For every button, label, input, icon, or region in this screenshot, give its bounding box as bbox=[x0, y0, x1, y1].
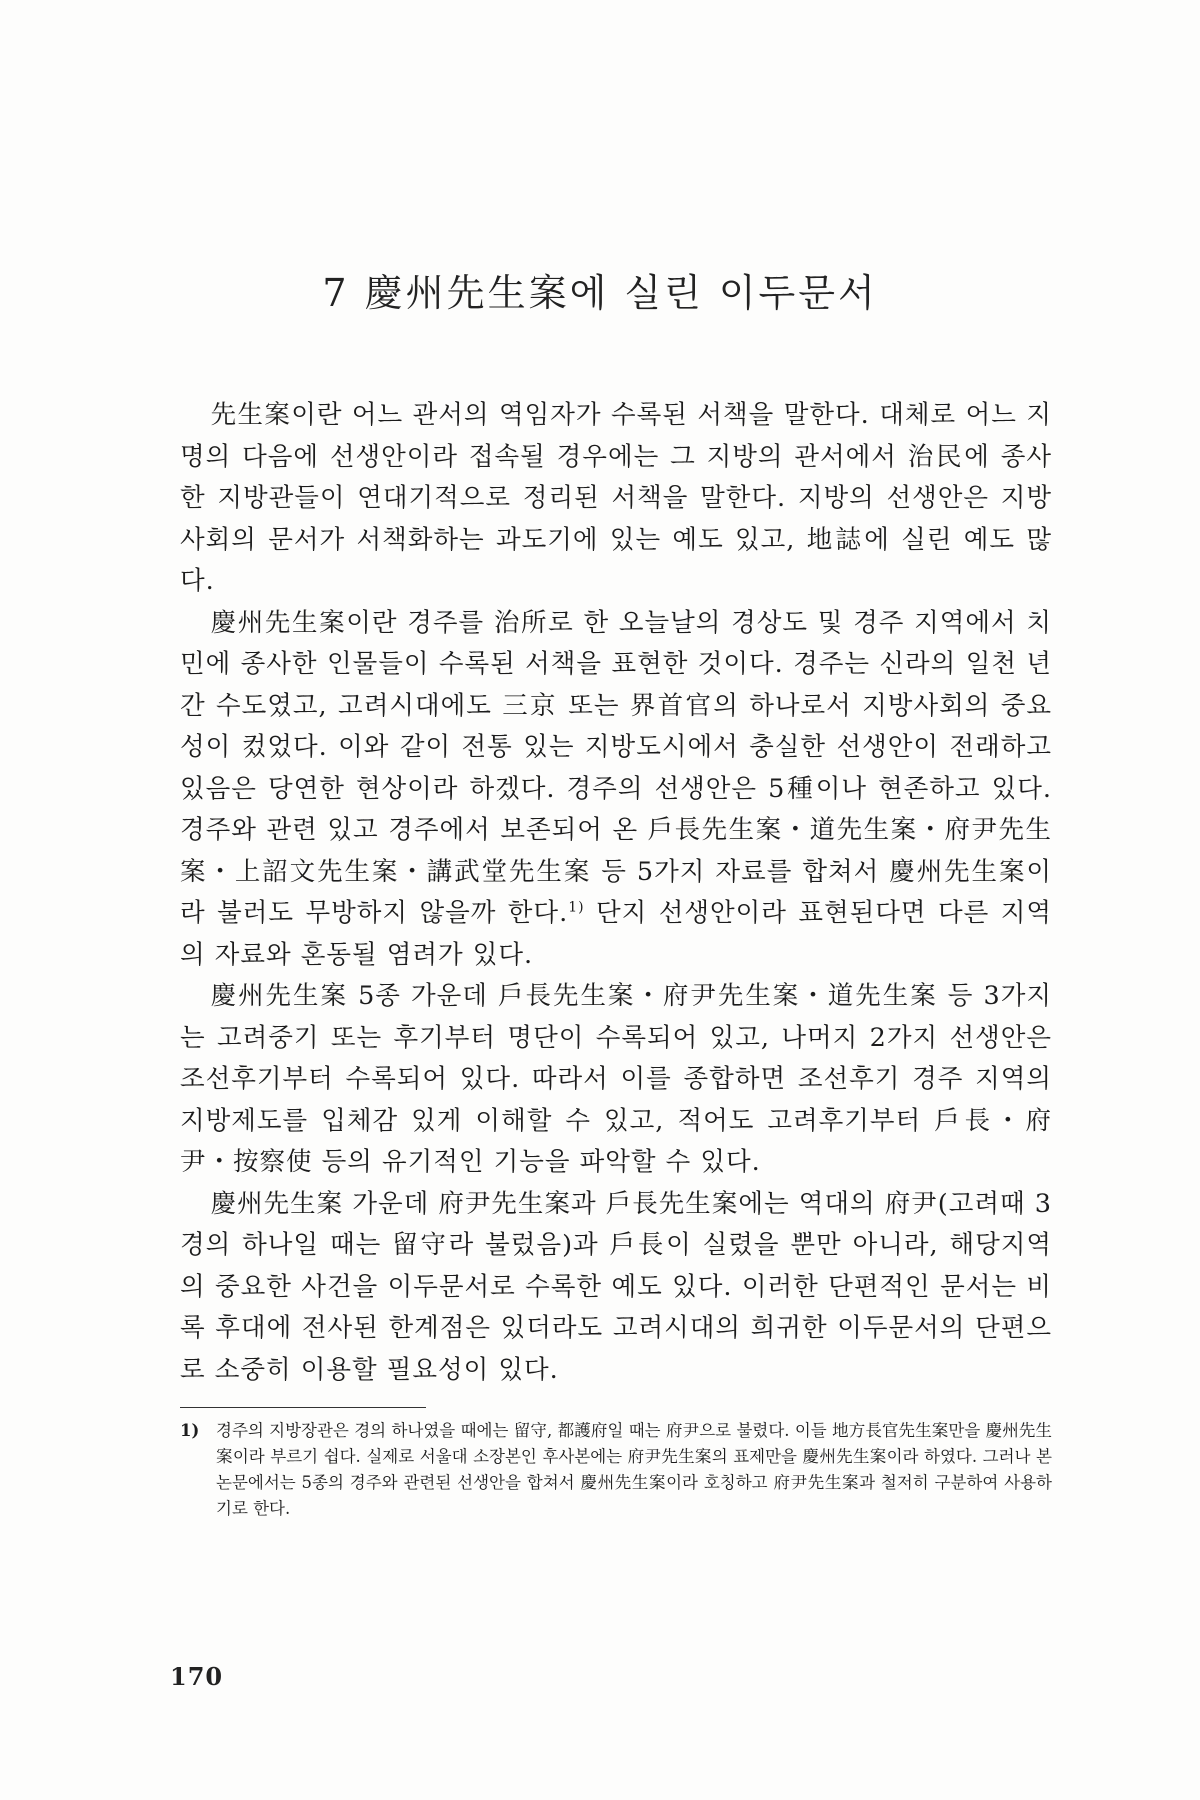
paragraph-text: 단지 선생안이라 표현된다면 다른 지역의 자료와 혼동될 염려가 있다. bbox=[180, 898, 1052, 970]
paragraph bbox=[180, 976, 1052, 1184]
footnote-divider bbox=[180, 1407, 426, 1408]
paragraph-text: 先生案이란 어느 관서의 역임자가 수록된 서책을 말한다. 대체로 어느 지명의 다음에 선생안이라 접속될 경우에는 그 지방의 관서에서 治民에 종사한 지방관들이 연대기적으로 정리된 서책을 말한다. 지방의 선생안은 지방사회의 문서가 서책화하는 과도기에 있는 예도 있고, 地誌에 실린 예도 많다. bbox=[180, 400, 1052, 596]
paragraph-text: 慶州先生案이란 경주를 治所로 한 오늘날의 경상도 및 경주 지역에서 치민에 종사한 인물들이 수록된 서책을 표현한 것이다. 경주는 신라의 일천 년간 수도였고, 고려시대에도 三京 또는 界首官의 하나로서 지방사회의 중요성이 컸었다. 이와 같이 전통 있는 지방도시에서 충실한 선생안이 전래하고 있음은 당연한 현상이라 하겠다. 경주의 선생안은 5種이나 현존하고 있다. 경주와 관련 있고 경주에서 보존되어 온 戶長先生案・道先生案・府尹先生案・上詔文先生案・講武堂先生案 등 5가지 자료를 합쳐서 慶州先生案이라 불러도 무방하지 않을까 한다. bbox=[180, 607, 1052, 928]
paragraph bbox=[180, 395, 1052, 603]
page-number: 170 bbox=[170, 1662, 224, 1691]
paragraph bbox=[180, 1184, 1052, 1392]
paragraph-text: 慶州先生案 5종 가운데 戶長先生案・府尹先生案・道先生案 등 3가지는 고려중기 또는 후기부터 명단이 수록되어 있고, 나머지 2가지 선생안은 조선후기부터 수록되어 있다. 따라서 이를 종합하면 조선후기 경주 지역의 지방제도를 입체감 있게 이해할 수 있고, 적어도 고려후기부터 戶長・府尹・按察使 등의 유기적인 기능을 파악할 수 있다. bbox=[180, 981, 1052, 1177]
footnote-reference[interactable]: 1) bbox=[568, 899, 585, 916]
footnotes bbox=[180, 1418, 1052, 1522]
footnote-marker: 1) bbox=[180, 1421, 200, 1440]
paragraph bbox=[180, 603, 1052, 977]
paragraph-text: 慶州先生案 가운데 府尹先生案과 戶長先生案에는 역대의 府尹(고려때 3경의 하나일 때는 留守라 불렀음)과 戶長이 실렸을 뿐만 아니라, 해당지역의 중요한 사건을 이두문서로 수록한 예도 있다. 이러한 단편적인 문서는 비록 후대에 전사된 한계점은 있더라도 고려시대의 희귀한 이두문서의 단편으로 소중히 이용할 필요성이 있다. bbox=[180, 1188, 1052, 1385]
footnote bbox=[180, 1418, 1052, 1522]
body-text bbox=[180, 395, 1052, 1391]
chapter-title: 7 慶州先生案에 실린 이두문서 bbox=[322, 271, 878, 315]
footnote-text: 경주의 지방장관은 경의 하나였을 때에는 留守, 都護府일 때는 府尹으로 불렸다. 이들 地方長官先生案만을 慶州先生案이라 부르기 쉽다. 실제로 서울대 소장본인 후사본에는 府尹先生案의 표제만을 慶州先生案이라 하였다. 그러나 본 논문에서는 5종의 경주와 관련된 선생안을 합쳐서 慶州先生案이라 호칭하고 府尹先生案과 철저히 구분하여 사용하기로 한다. bbox=[216, 1421, 1052, 1518]
